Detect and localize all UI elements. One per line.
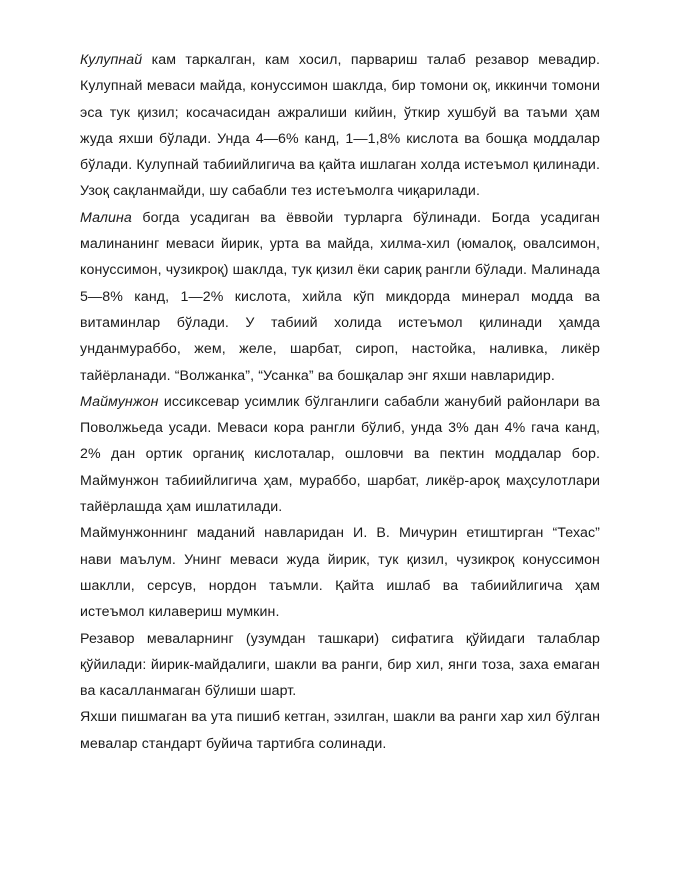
paragraph-text: богда усадиган ва ёввойи турларга бўлинади. Богда усадиган малинанинг меваси йирик, урта ва майда, хилма-хил (юмалоқ, овалсимон, конуссимон, чузикроқ) шаклда, тук қизил ёки сариқ рангли бўлади. Малинада 5—8% канд, 1—2% кислота, хийла кўп микдорда минерал модда ва витаминлар бўлади. У табиий холида истеъмол қилинади ҳамда унданмураббо, жем, желе, шарбат, сироп, настойка, наливка, ликёр тайёрланади. “Волжанка”, “Усанка” ва бошқалар энг яхши навларидир. bbox=[80, 209, 600, 384]
term-blackberry: Маймунжон bbox=[80, 393, 159, 410]
paragraph-text: кам таркалган, кам хосил, парвариш талаб резавор мевадир. Кулупнай меваси майда, конуссимон шаклда, бир томони оқ, иккинчи томони эса тук қизил; косачасидан ажралиши кийин, ўткир хушбуй ва таъми ҳам жуда яхши бўлади. Унда 4—6% канд, 1—1,8% кислота ва бошқа моддалар бўлади. Кулупнай табиийлигича ва қайта ишлаган холда истеъмол қилинади. Узоқ сақланмайди, шу сабабли тез истеъмолга чиқарилади. bbox=[80, 52, 600, 200]
paragraph-text: Резавор меваларнинг (узумдан ташкари) сифатига қўйидаги талаблар қўйилади: йирик-майдалиги, шакли ва ранги, бир хил, янги тоза, заха емаган ва касалланмаган бўлиши шарт. bbox=[80, 630, 600, 700]
paragraph-requirements bbox=[80, 626, 600, 705]
paragraph-text: Маймунжоннинг маданий навларидан И. В. Мичурин етиштирган “Техас” нави маълум. Унинг меваси жуда йирик, тук қизил, чузикроқ конуссимон шаклли, серсув, нордон таъмли. Қайта ишлаб ва табиийлигича ҳам истеъмол килавериш мумкин. bbox=[80, 525, 600, 621]
term-raspberry: Малина bbox=[80, 209, 132, 226]
paragraph-text: Яхши пишмаган ва ута пишиб кетган, эзилган, шакли ва ранги хар хил бўлган мевалар стандарт буйича тартибга солинади. bbox=[80, 709, 600, 752]
paragraph-standard bbox=[80, 704, 600, 757]
paragraph-text: иссиксевар усимлик бўлганлиги сабабли жанубий районлари ва Поволжьеда усади. Меваси кора рангли бўлиб, унда 3% дан 4% гача канд, 2% дан ортик органиқ кислоталар, ошловчи ва пектин моддалар бор. Маймунжон табиийлигича ҳам, мураббо, шарбат, ликёр-ароқ маҳсулотлари тайёрлашда ҳам ишлатилади. bbox=[80, 393, 600, 516]
paragraph-raspberry bbox=[80, 205, 600, 389]
paragraph-strawberry bbox=[80, 47, 600, 205]
document-page bbox=[80, 47, 600, 757]
paragraph-blackberry bbox=[80, 389, 600, 520]
paragraph-texas-variety bbox=[80, 520, 600, 625]
term-strawberry: Кулупнай bbox=[80, 52, 143, 68]
